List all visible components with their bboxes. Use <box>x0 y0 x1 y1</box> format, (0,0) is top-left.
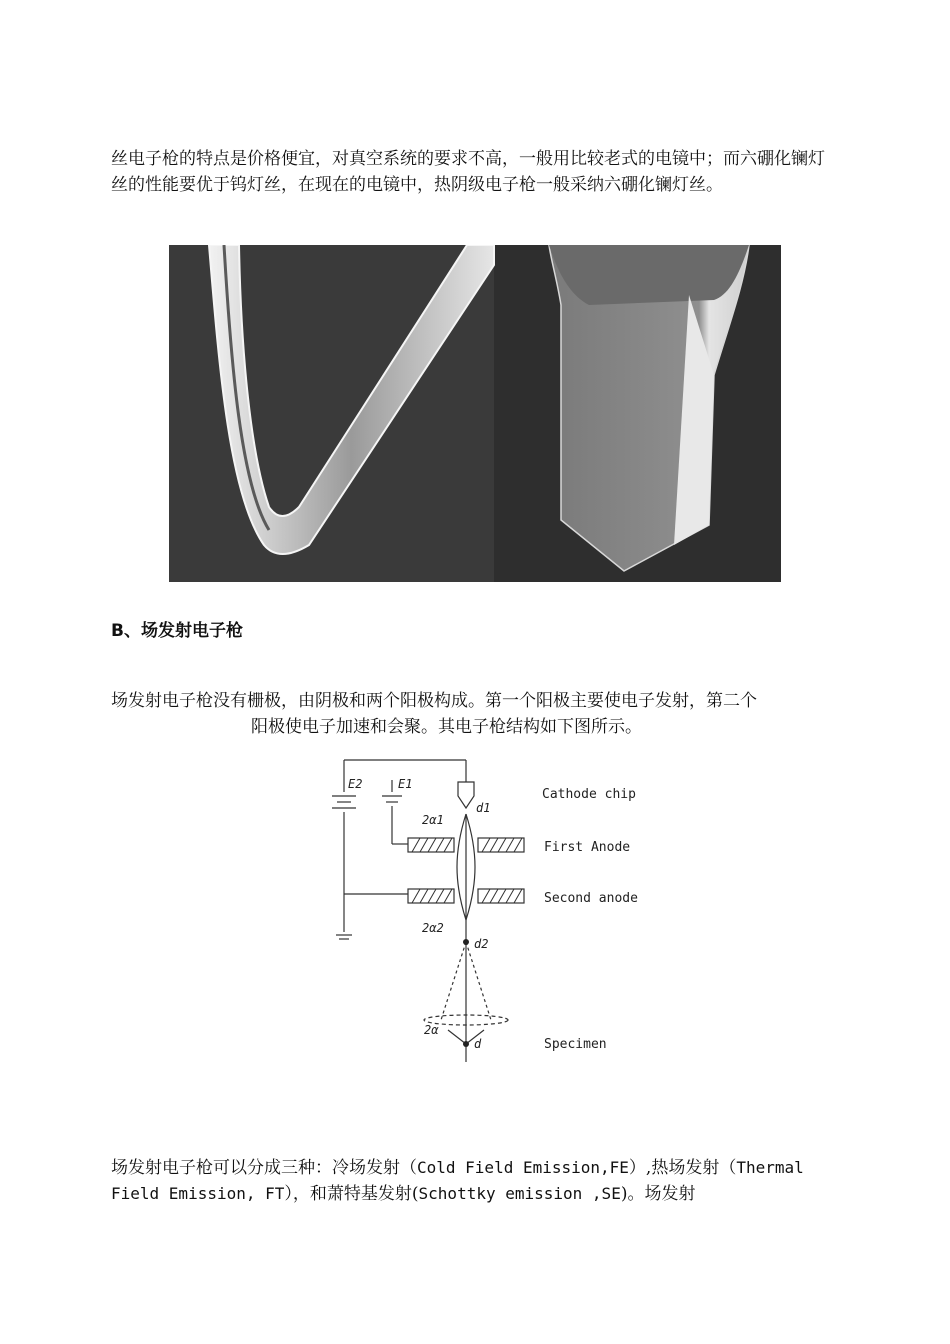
second-anode-right <box>478 889 524 903</box>
section-heading: B、场发射电子枪 <box>111 621 243 641</box>
fe-text-1: 场发射电子枪可以分成三种：冷场发射（ <box>111 1158 417 1178</box>
d2-label: d2 <box>474 937 489 951</box>
fe-text-2: ）,热场发射（ <box>628 1158 737 1178</box>
first-anode-label: First Anode <box>544 840 631 855</box>
cathode-chip-label: Cathode chip <box>542 787 636 802</box>
fe-text-4: )。场发射 <box>620 1184 696 1204</box>
alpha1-label: 2α1 <box>422 813 444 827</box>
e2-label: E2 <box>348 777 363 791</box>
alpha2-label: 2α2 <box>422 921 444 935</box>
fe-term-schottky: Schottky emission ,SE <box>418 1184 621 1203</box>
e1-label: E1 <box>398 777 413 791</box>
fe-text-3: ），和萧特基发射( <box>284 1184 419 1204</box>
paragraph-filament: 丝电子枪的特点是价格便宜，对真空系统的要求不高，一般用比较老式的电镜中；而六硼化镧灯丝的性能要优于钨灯丝，在现在的电镜中，热阴级电子枪一般采纳六硼化镧灯丝。 <box>111 149 825 195</box>
filament-micrograph <box>169 245 781 582</box>
first-anode-right <box>478 838 524 852</box>
paragraph-line-2: 阳极使电子加速和会聚。其电子枪结构如下图所示。 <box>251 717 642 737</box>
fe-term-thermal: Thermal Field Emission, FT <box>111 1158 804 1203</box>
cathode-chip-shape <box>458 782 474 808</box>
second-anode-label: Second anode <box>544 891 638 906</box>
paragraph-field-emission <box>111 688 841 740</box>
specimen-label: Specimen <box>544 1037 607 1052</box>
paragraph-line-1: 场发射电子枪没有栅极，由阴极和两个阳极构成。第一个阳极主要使电子发射，第二个 <box>111 691 757 711</box>
fe-term-cold: Cold Field Emission,FE <box>417 1158 629 1177</box>
paragraph-fe-types <box>111 1155 841 1207</box>
first-anode-left <box>408 838 454 852</box>
d1-label: d1 <box>476 801 491 815</box>
second-anode-left <box>408 889 454 903</box>
alpha-label: 2α <box>424 1023 439 1037</box>
field-emission-gun-diagram <box>316 752 641 1070</box>
d-label: d <box>474 1037 482 1051</box>
